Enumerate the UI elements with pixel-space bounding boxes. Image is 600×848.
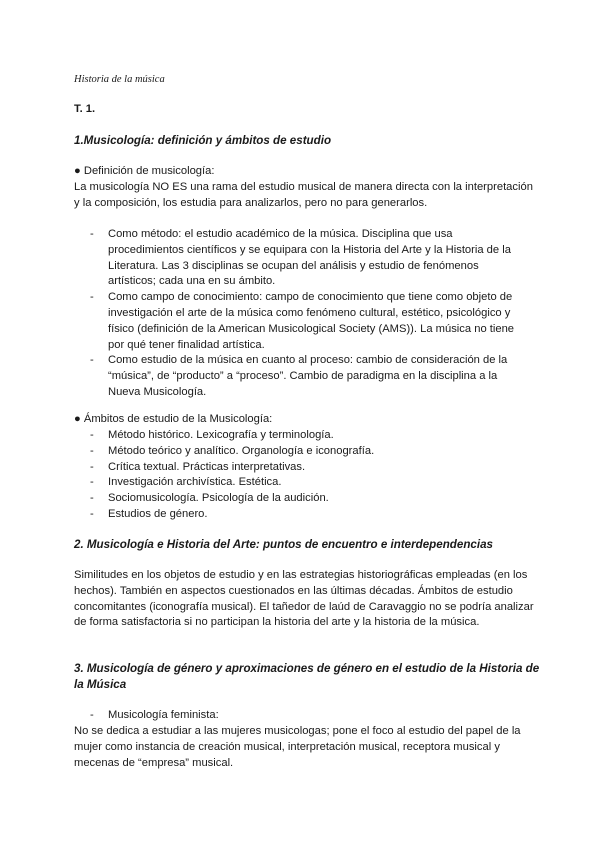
list-item: - Crítica textual. Prácticas interpretativas.: [90, 460, 530, 476]
list-item: - Como campo de conocimiento: campo de conocimiento que tiene como objeto de investigación el arte de la música como fenómeno cultural, estético, psicológico y físico (definición de la American Musicological Society (AMS)). La música no tiene por qué tener finalidad artística.: [90, 290, 528, 353]
definition-heading: ● Definición de musicología:: [74, 165, 215, 177]
section-3-list: [90, 708, 530, 724]
definition-text: La musicología NO ES una rama del estudio musical de manera directa con la interpretación y la composición, los estudia para analizarlos, pero no para generarlos.: [74, 181, 533, 209]
list-item: - Como método: el estudio académico de la música. Disciplina que usa procedimientos científicos y se equipara con la Historia del Arte y la Historia de la Literatura. Las 3 disciplinas se ocupan del análisis y estudio de fenómenos artísticos; cada una en su ámbito.: [90, 227, 528, 290]
scope-heading: ● Ámbitos de estudio de la Musicología:: [74, 413, 273, 425]
list-item: - Estudios de género.: [90, 507, 530, 523]
list-item: - Musicología feminista:: [90, 708, 530, 724]
topic-label: T. 1.: [74, 103, 96, 115]
scope-list: [90, 428, 530, 523]
list-item: - Método teórico y analítico. Organología e iconografía.: [90, 444, 530, 460]
list-item: - Sociomusicología. Psicología de la audición.: [90, 491, 530, 507]
section-3-title: 3. Musicología de género y aproximaciones de género en el estudio de la Historia de la Música: [74, 662, 540, 691]
list-item: - Método histórico. Lexicografía y terminología.: [90, 428, 530, 444]
document-header: Historia de la música: [74, 74, 165, 85]
section-2-text: Similitudes en los objetos de estudio y en las estrategias historiográficas empleadas (en los hechos). También en aspectos cuestionados en las últimas décadas. Ámbitos de estudio concomitantes (iconografía musical). El tañedor de laúd de Caravaggio no se podría analizar de forma satisfactoria si no participan la historia del arte y la historia de la música.: [74, 569, 534, 629]
section-1-title: 1.Musicología: definición y ámbitos de estudio: [74, 134, 332, 147]
list-item: - Investigación archivística. Estética.: [90, 475, 530, 491]
list-item: - Como estudio de la música en cuanto al proceso: cambio de consideración de la “música”, de “producto” a “proceso”. Cambio de paradigma en la disciplina a la Nueva Musicología.: [90, 353, 528, 400]
definition-list: [90, 227, 528, 401]
section-2-title: 2. Musicología e Historia del Arte: puntos de encuentro e interdependencias: [74, 538, 493, 551]
section-3-text: No se dedica a estudiar a las mujeres musicologas; pone el foco al estudio del papel de la mujer como instancia de creación musical, interpretación musical, receptora musical y mecenas de “empresa” musical.: [74, 725, 521, 769]
